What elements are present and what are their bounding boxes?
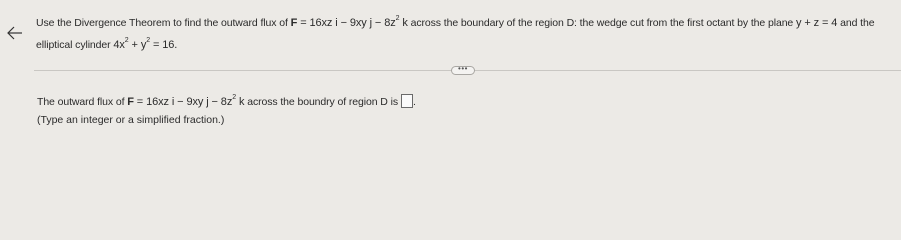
question-mid: across the boundary of the region D: the wedge cut from the first octant by the plane bbox=[407, 17, 796, 29]
cyl-term-y: + y bbox=[128, 39, 147, 51]
cylinder-label: elliptical cylinder bbox=[36, 39, 114, 51]
cyl-exp-y: 2 bbox=[146, 37, 151, 44]
answer-vector-field bbox=[127, 96, 244, 108]
answer-period: . bbox=[413, 96, 416, 108]
answer-field-expression: = 16xz i − 9xy j − 8z bbox=[133, 96, 233, 108]
field-expression: = 16xz i − 9xy j − 8z bbox=[297, 17, 396, 29]
question-text bbox=[36, 13, 896, 56]
answer-field-symbol: F bbox=[127, 96, 134, 108]
answer-suffix: across the boundry of region D is bbox=[244, 96, 398, 108]
question-intro: Use the Divergence Theorem to find the outward flux of bbox=[36, 17, 288, 29]
answer-prompt bbox=[37, 92, 897, 112]
answer-hint: (Type an integer or a simplified fraction.) bbox=[37, 114, 225, 126]
answer-input[interactable] bbox=[401, 94, 413, 108]
field-exponent: 2 bbox=[395, 15, 400, 22]
expand-more-button[interactable]: ••• bbox=[451, 66, 475, 75]
cyl-term-x: 4x bbox=[113, 39, 125, 51]
question-line-2 bbox=[36, 35, 896, 56]
question-end: and the bbox=[837, 17, 875, 29]
answer-prefix: The outward flux of bbox=[37, 96, 128, 108]
field-symbol: F bbox=[290, 17, 298, 29]
plane-equation: y + z = 4 bbox=[796, 17, 838, 29]
back-arrow-icon[interactable] bbox=[6, 24, 24, 42]
cyl-exp-x: 2 bbox=[124, 37, 129, 44]
vector-field bbox=[291, 17, 408, 29]
cyl-rhs: = 16. bbox=[150, 39, 178, 51]
field-tail: k bbox=[399, 17, 408, 29]
question-line-1 bbox=[36, 13, 896, 34]
answer-field-exponent: 2 bbox=[232, 94, 237, 101]
answer-field-tail: k bbox=[236, 96, 245, 108]
cylinder-equation bbox=[113, 39, 177, 51]
